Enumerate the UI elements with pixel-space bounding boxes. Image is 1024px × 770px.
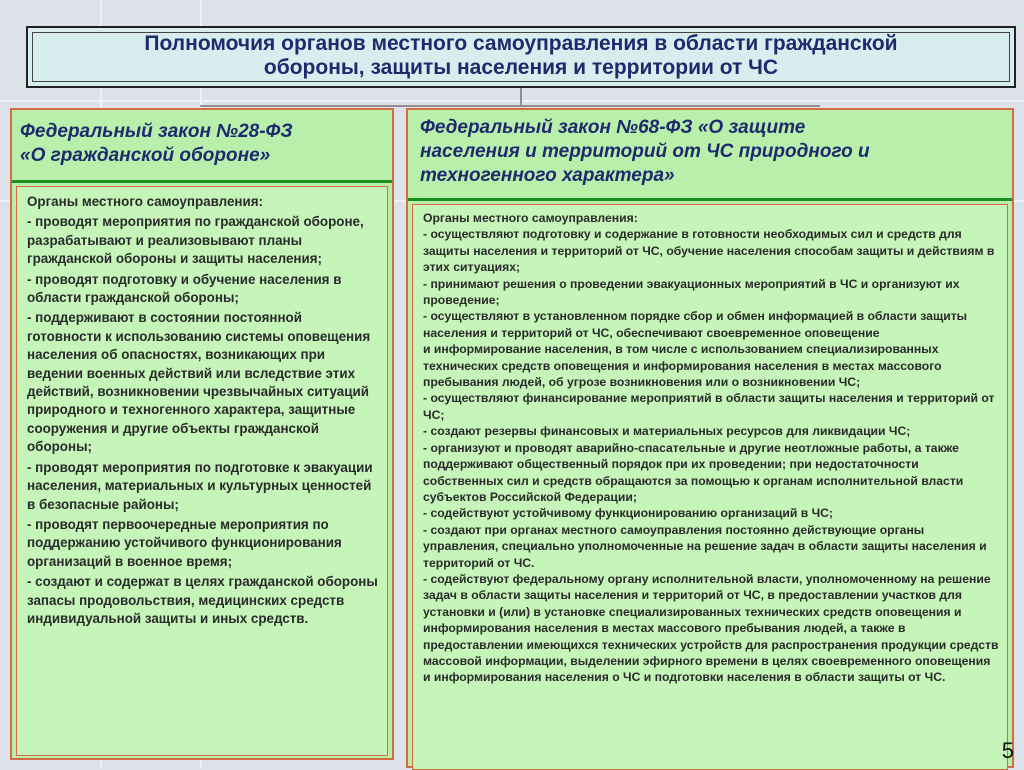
right-item: - создают при органах местного самоуправления постоянно действующие органы управления, специально уполномоченные на решение задач в области защиты населения и территорий от ЧС. [423, 522, 987, 570]
right-item: - создают резервы финансовых и материальных ресурсов для ликвидации ЧС; [423, 424, 911, 439]
right-header-line-3: техногенного характера» [420, 165, 675, 186]
left-item: - проводят подготовку и обучение населения в области гражданской обороны; [27, 271, 342, 306]
right-item: - содействуют устойчивому функционированию организаций в ЧС; [423, 506, 833, 521]
left-item: - проводят первоочередные мероприятия по поддержанию устойчивого функционирования организаций в военное время; [27, 516, 342, 569]
right-panel [406, 108, 1014, 768]
left-item-intro: Органы местного самоуправления: [27, 194, 263, 209]
slide-title-line-1: Полномочия органов местного самоуправления в области гражданской [144, 32, 898, 55]
left-item: - создают и содержат в целях гражданской обороны запасы продовольствия, медицинских средств индивидуальной защиты и иных средств. [27, 574, 378, 626]
left-panel-header [20, 120, 384, 168]
right-item: и информирование населения, в том числе с использованием специализированных технических средств оповещения и информирования населения в местах массового пребывания людей, об угрозе возникновения или о возникновении ЧС; [423, 342, 942, 390]
left-header-rule [12, 180, 392, 183]
connector-line [520, 88, 522, 106]
left-panel-body [16, 186, 388, 756]
left-panel [10, 108, 394, 760]
right-item: - содействуют федеральному органу исполнительной власти, уполномоченному на решение задач в области защиты населения и территорий от ЧС, в предоставлении участков для установки и (или) в установке специализированных технических средств оповещения и информирования населения в местах массового пребывания людей, а также в предоставлении имеющихся технических устройств для распространения продукции средств массовой информации, выделении эфирного времени в целях своевременного оповещения и информирования населения о ЧС и подготовки населения в области защиты от ЧС. [423, 571, 999, 685]
right-item: - осуществляют подготовку и содержание в готовности необходимых сил и средств для защиты населения и территорий от ЧС, обучение населения способам защиты и действиям в этих ситуациях; [423, 227, 995, 275]
right-header-rule [408, 198, 1012, 201]
slide-title-line-2: обороны, защиты населения и территории от ЧС [263, 56, 779, 79]
left-header-line-1: Федеральный закон №28-ФЗ [20, 121, 293, 142]
right-panel-body [412, 204, 1008, 770]
background-line [0, 100, 1024, 102]
page-number: 5 [1001, 738, 1014, 763]
left-item: - проводят мероприятия по подготовке к эвакуации населения, материальных и культурных ценностей в безопасные районы; [27, 459, 373, 512]
left-item: - проводят мероприятия по гражданской обороне, разрабатывают и реализовывают планы гражданской обороны и защиты населения; [27, 214, 364, 267]
right-panel-header [420, 116, 1004, 188]
slide-title [28, 32, 1014, 80]
slide-title-box [26, 26, 1016, 88]
right-item: - осуществляют в установленном порядке сбор и обмен информацией в области защиты населения и территорий от ЧС, обеспечивают своевременное оповещение [423, 309, 968, 340]
left-item: - поддерживают в состоянии постоянной готовности к использованию системы оповещения населения об опасностях, возникающих при ведении военных действий или вследствие этих действий, возникновении чрезвычайных ситуаций природного и техногенного характера, защитные сооружения и другие объекты гражданской обороны; [27, 310, 371, 455]
right-header-line-1: Федеральный закон №68-ФЗ «О защите [420, 117, 806, 138]
right-item: - принимают решения о проведении эвакуационных мероприятий в ЧС и организуют их проведение; [423, 276, 960, 308]
right-item: - организуют и проводят аварийно-спасательные и другие неотложные работы, а также поддерживают общественный порядок при их проведении; при недостаточности собственных сил и средств обращаются за помощью к органам исполнительной власти субъектов Российской Федерации; [423, 440, 964, 504]
connector-line [200, 105, 820, 107]
right-item: - осуществляют финансирование мероприятий в области защиты населения и территорий от ЧС; [423, 391, 995, 422]
right-header-line-2: населения и территорий от ЧС природного и [420, 141, 870, 162]
left-header-line-2: «О гражданской обороне» [20, 145, 271, 166]
right-item-intro: Органы местного самоуправления: [423, 211, 638, 225]
